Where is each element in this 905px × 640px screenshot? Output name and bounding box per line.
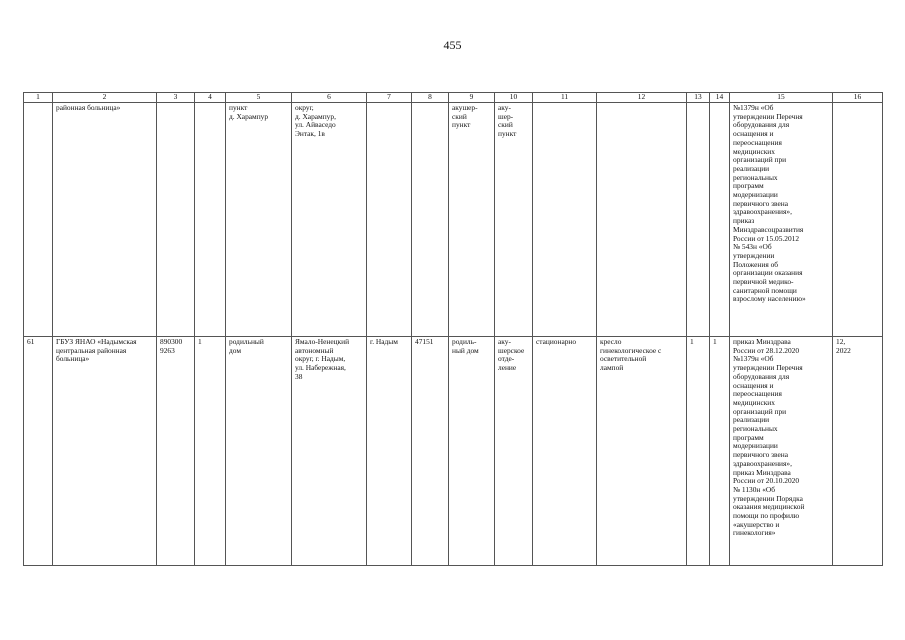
department-cell: аку- шерское отде- ление [495, 337, 533, 566]
column-number: 11 [533, 93, 597, 103]
equipment-cell [597, 103, 687, 337]
deadline-cell [833, 103, 883, 337]
facility-type-cell: пункт д. Харампур [226, 103, 292, 337]
quantity-cell [687, 103, 710, 337]
count-cell: 1 [195, 337, 226, 566]
care-form-cell [533, 103, 597, 337]
column-number: 2 [53, 93, 157, 103]
table-row [24, 103, 883, 337]
care-form-cell: стационарно [533, 337, 597, 566]
column-number: 16 [833, 93, 883, 103]
deadline-cell: 12, 2022 [833, 337, 883, 566]
settlement-cell [367, 103, 412, 337]
quantity-cell [710, 103, 730, 337]
column-number: 9 [449, 93, 495, 103]
column-number-row [24, 93, 883, 103]
unit-cell: акушер- ский пункт [449, 103, 495, 337]
organization-cell: ГБУЗ ЯНАО «Надымская центральная районная больница» [53, 337, 157, 566]
department-cell: аку- шер- ский пункт [495, 103, 533, 337]
equipment-table [23, 92, 883, 566]
column-number: 4 [195, 93, 226, 103]
column-number: 13 [687, 93, 710, 103]
column-number: 6 [292, 93, 367, 103]
address-cell: округ, д. Харампур, ул. Айваседо Энтак, 1в [292, 103, 367, 337]
equipment-cell: кресло гинекологическое с осветительной лампой [597, 337, 687, 566]
column-number: 5 [226, 93, 292, 103]
oktmo-cell [412, 103, 449, 337]
oktmo-cell: 47151 [412, 337, 449, 566]
quantity-cell: 1 [687, 337, 710, 566]
page-number: 455 [443, 38, 462, 52]
code-cell: 890300 9263 [157, 337, 195, 566]
column-number: 15 [730, 93, 833, 103]
row-number-cell: 61 [24, 337, 53, 566]
settlement-cell: г. Надым [367, 337, 412, 566]
unit-cell: родиль- ный дом [449, 337, 495, 566]
code-cell [157, 103, 195, 337]
column-number: 3 [157, 93, 195, 103]
quantity-cell: 1 [710, 337, 730, 566]
column-number: 14 [710, 93, 730, 103]
column-number: 8 [412, 93, 449, 103]
address-cell: Ямало-Ненецкий автономный округ, г. Надым, ул. Набережная, 38 [292, 337, 367, 566]
count-cell [195, 103, 226, 337]
column-number: 7 [367, 93, 412, 103]
column-number: 10 [495, 93, 533, 103]
column-number: 12 [597, 93, 687, 103]
regulation-cell: №1379н «Об утверждении Перечня оборудования для оснащения и переоснащения медицинских организаций при реализации региональных программ модернизации первичного звена здравоохранения», приказ Минздравсоцразвития России от 15.05.2012 № 543н «Об утверждении Положения об организации оказания первичной медико- санитарной помощи взрослому населению» [730, 103, 833, 337]
regulation-cell: приказ Минздрава России от 28.12.2020 №1379н «Об утверждении Перечня оборудования для оснащения и переоснащения медицинских организаций при реализации региональных программ модернизации первичного звена здравоохранения», приказ Минздрава России от 20.10.2020 № 1130н «Об утверждении Порядка оказания медицинской помощи по профилю «акушерство и гинекология» [730, 337, 833, 566]
row-number-cell [24, 103, 53, 337]
organization-cell: районная больница» [53, 103, 157, 337]
facility-type-cell: родильный дом [226, 337, 292, 566]
column-number: 1 [24, 93, 53, 103]
table-row [24, 337, 883, 566]
